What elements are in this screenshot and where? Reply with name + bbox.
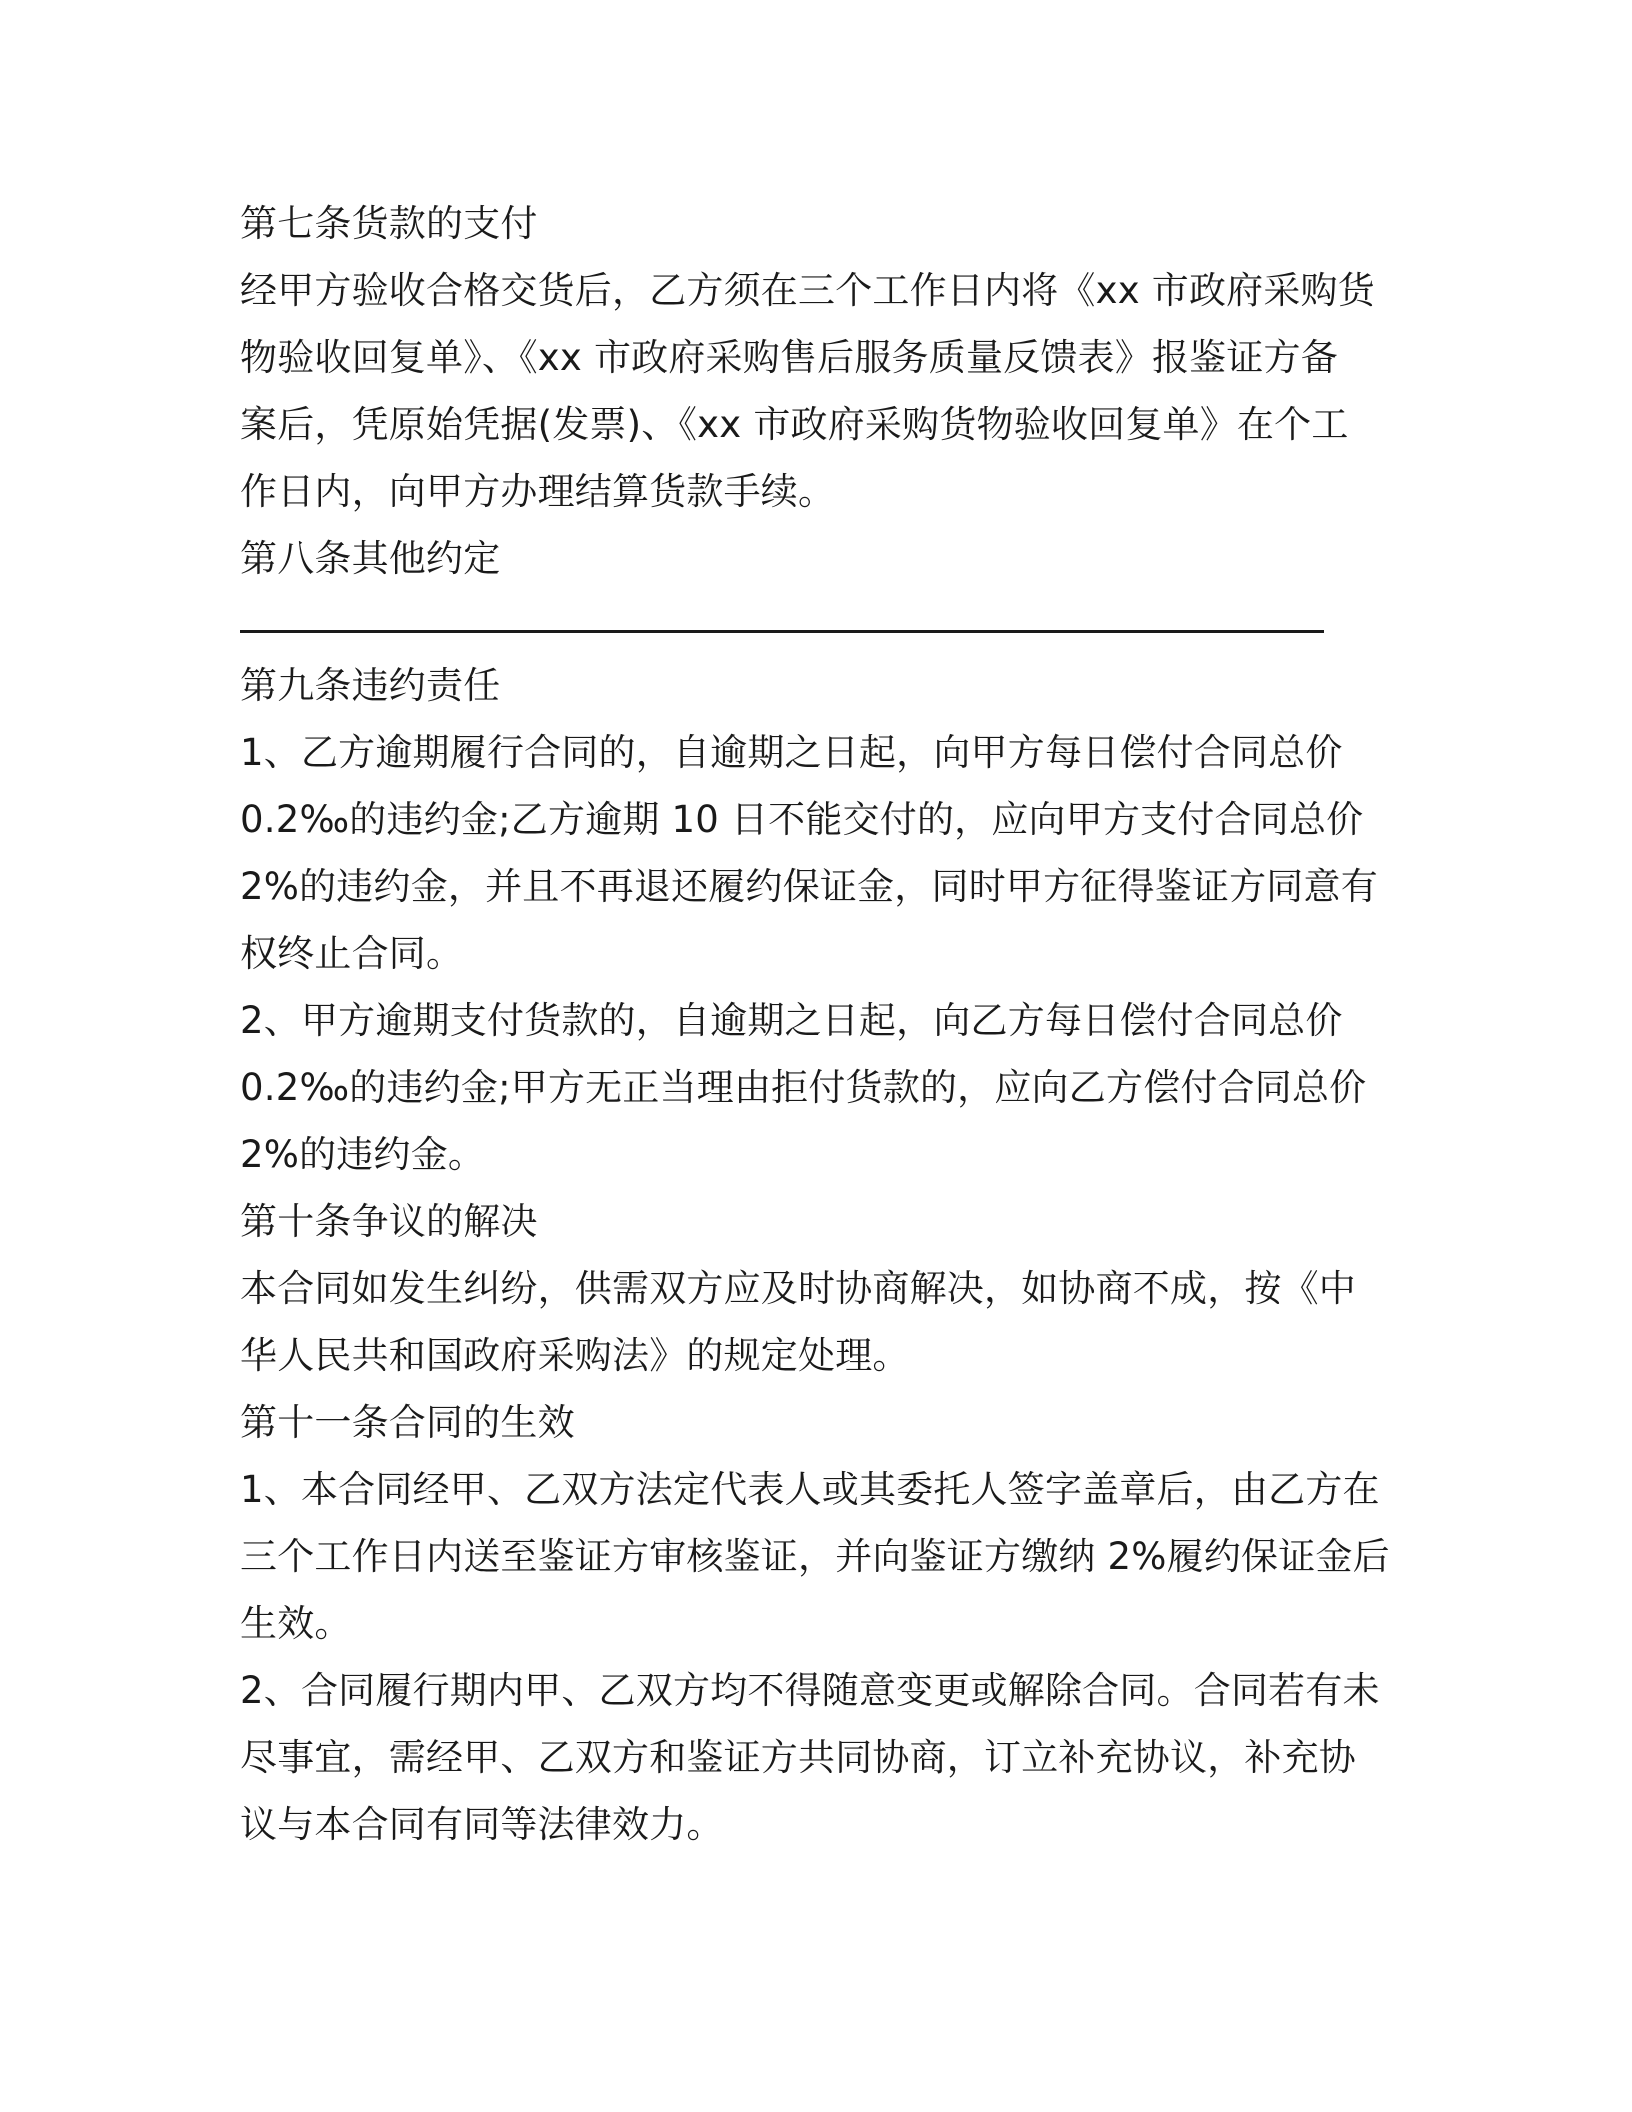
article-7-line-4: 作日内，向甲方办理结算货款手续。 [240,470,836,513]
article-9-line-4: 权终止合同。 [240,932,464,975]
article-11-heading: 第十一条合同的生效 [240,1401,575,1444]
article-11-line-6: 议与本合同有同等法律效力。 [240,1803,724,1846]
article-9-line-3: 2%的违约金，并且不再退还履约保证金，同时甲方征得鉴证方同意有 [240,865,1378,908]
article-9-line-7: 2%的违约金。 [240,1133,486,1176]
article-8-heading: 第八条其他约定 [240,537,501,580]
blank-fill-line [240,592,1420,652]
article-10-line-1: 本合同如发生纠纷，供需双方应及时协商解决，如协商不成，按《中 [240,1267,1356,1310]
article-9-line-5: 2、甲方逾期支付货款的，自逾期之日起，向乙方每日偿付合同总价 [240,999,1343,1042]
article-7-line-1: 经甲方验收合格交货后，乙方须在三个工作日内将《xx 市政府采购货 [240,269,1375,312]
article-7-heading: 第七条货款的支付 [240,202,538,245]
article-11-line-5: 尽事宜，需经甲、乙双方和鉴证方共同协商，订立补充协议，补充协 [240,1736,1356,1779]
article-11-line-3: 生效。 [240,1602,352,1645]
article-10-line-2: 华人民共和国政府采购法》的规定处理。 [240,1334,910,1377]
article-9-line-1: 1、乙方逾期履行合同的，自逾期之日起，向甲方每日偿付合同总价 [240,731,1343,774]
article-7-line-2: 物验收回复单》、《xx 市政府采购售后服务质量反馈表》报鉴证方备 [240,336,1338,379]
article-10-heading: 第十条争议的解决 [240,1200,538,1243]
underline-rule [240,630,1324,633]
article-11-line-4: 2、合同履行期内甲、乙双方均不得随意变更或解除合同。合同若有未 [240,1669,1380,1712]
article-9-line-6: 0.2‰的违约金;甲方无正当理由拒付货款的，应向乙方偿付合同总价 [240,1066,1367,1109]
contract-page [240,190,1420,1858]
article-11-line-2: 三个工作日内送至鉴证方审核鉴证，并向鉴证方缴纳 2%履约保证金后 [240,1535,1390,1578]
article-9-heading: 第九条违约责任 [240,664,501,707]
article-11-line-1: 1、本合同经甲、乙双方法定代表人或其委托人签字盖章后，由乙方在 [240,1468,1380,1511]
article-9-line-2: 0.2‰的违约金;乙方逾期 10 日不能交付的，应向甲方支付合同总价 [240,798,1364,841]
article-7-line-3: 案后，凭原始凭据(发票)、《xx 市政府采购货物验收回复单》在个工 [240,403,1349,446]
